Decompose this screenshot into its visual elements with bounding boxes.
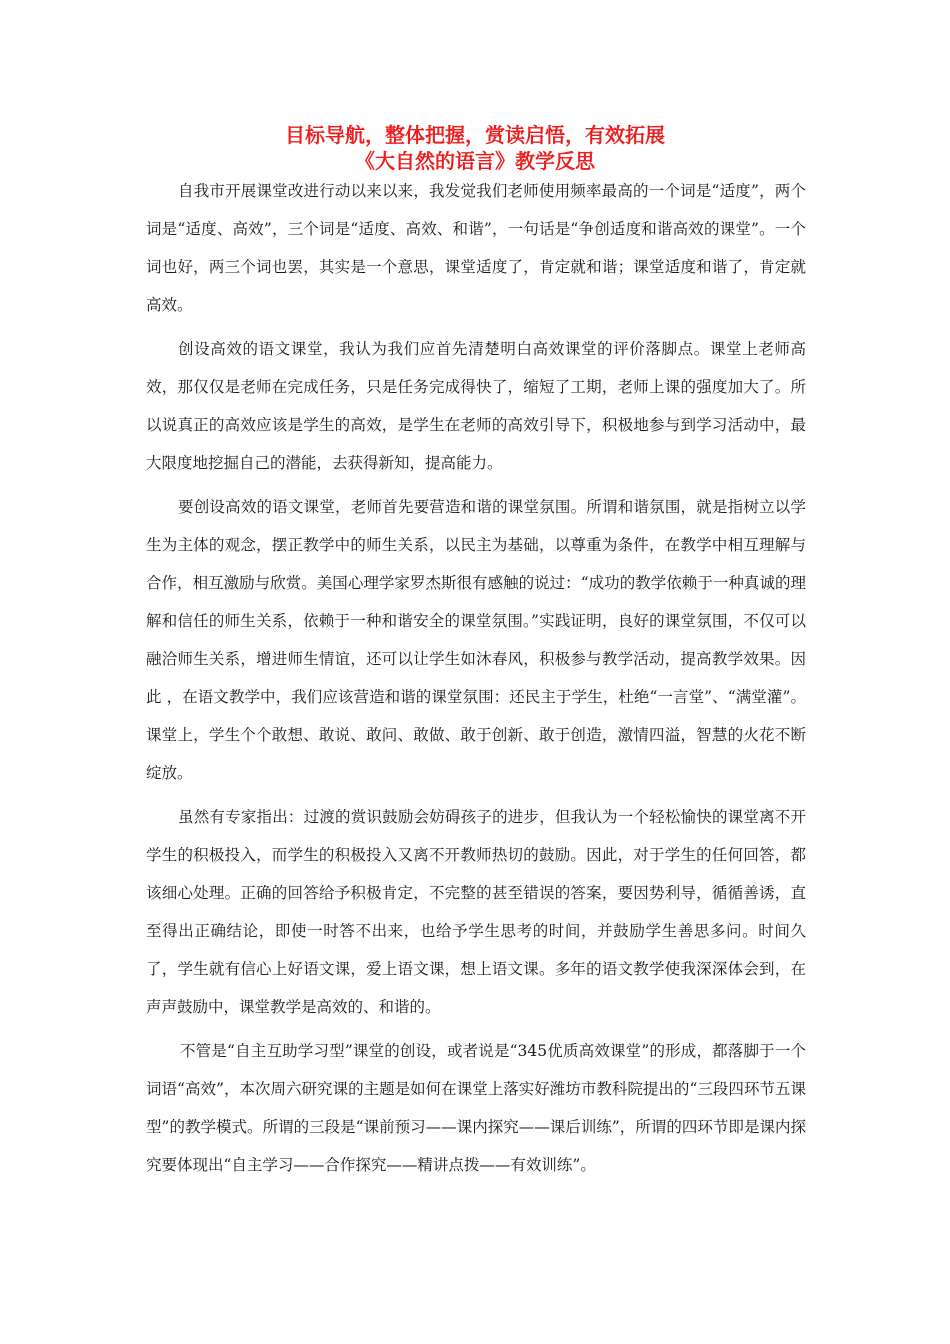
paragraph-1: 自我市开展课堂改进行动以来以来，我发觉我们老师使用频率最高的一个词是“适度”，两个词是“适度、高效”，三个词是“适度、高效、和谐”，一句话是“争创适度和谐高效的课堂”。一个词也好，两三个词也罢，其实是一个意思，课堂适度了，肯定就和谐；课堂适度和谐了，肯定就高效。 [146,182,806,314]
paragraph-4: 虽然有专家指出：过渡的赏识鼓励会妨碍孩子的进步，但我认为一个轻松愉快的课堂离不开学生的积极投入，而学生的积极投入又离不开教师热切的鼓励。因此，对于学生的任何回答，都该细心处理。正确的回答给予积极肯定，不完整的甚至错误的答案，要因势利导，循循善诱，直至得出正确结论，即使一时答不出来，也给予学生思考的时间，并鼓励学生善思多问。时间久了，学生就有信心上好语文课，爱上语文课，想上语文课。多年的语文教学使我深深体会到，在声声鼓励中，课堂教学是高效的、和谐的。 [146,808,806,1016]
paragraph-2: 创设高效的语文课堂，我认为我们应首先清楚明白高效课堂的评价落脚点。课堂上老师高效，那仅仅是老师在完成任务，只是任务完成得快了，缩短了工期，老师上课的强度加大了。所以说真正的高效应该是学生的高效，是学生在老师的高效引导下，积极地参与到学习活动中，最大限度地挖掘自己的潜能，去获得新知，提高能力。 [146,340,806,472]
title-line-1: 目标导航，整体把握，赏读启悟，有效拓展 [285,123,665,147]
paragraph-3: 要创设高效的语文课堂，老师首先要营造和谐的课堂氛围。所谓和谐氛围，就是指树立以学生为主体的观念，摆正教学中的师生关系，以民主为基础，以尊重为条件，在教学中相互理解与合作，相互激励与欣赏。美国心理学家罗杰斯很有感触的说过：“成功的教学依赖于一种真诚的理解和信任的师生关系，依赖于一种和谐安全的课堂氛围。”实践证明，良好的课堂氛围，不仅可以融洽师生关系，增进师生情谊，还可以让学生如沐春风，积极参与教学活动，提高教学效果。因此 ，在语文教学中，我们应该营造和谐的课堂氛围：还民主于学生，杜绝“一言堂”、“满堂灌”。课堂上，学生个个敢想、敢说、敢问、敢做、敢于创新、敢于创造，激情四溢，智慧的火花不断绽放。 [146,498,806,782]
document-body [146,172,806,1190]
title-line-2: 《大自然的语言》教学反思 [355,149,595,173]
document-title [0,122,950,174]
paragraph-5: 不管是“自主互助学习型”课堂的创设，或者说是“345优质高效课堂”的形成，都落脚于一个词语“高效”，本次周六研究课的主题是如何在课堂上落实好潍坊市教科院提出的“三段四环节五课型”的教学模式。所谓的三段是“课前预习——课内探究——课后训练”，所谓的四环节即是课内探究要体现出“自主学习——合作探究——精讲点拨——有效训练”。 [146,1042,806,1174]
